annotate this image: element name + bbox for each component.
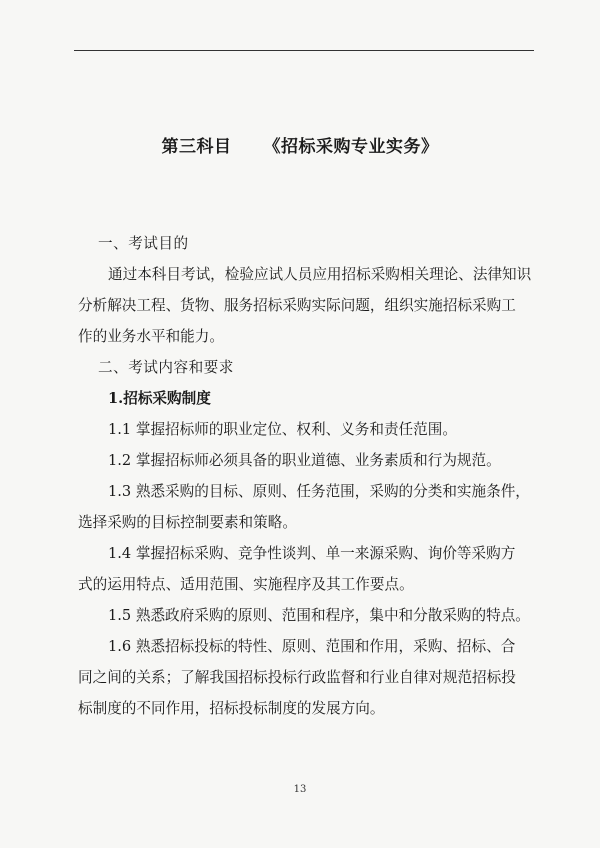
header-rule <box>74 50 534 51</box>
title-book: 《招标采购专业实务》 <box>263 137 439 157</box>
section-heading-content: 二、考试内容和要求 <box>98 359 234 376</box>
item-1-3-line-1: 1.3 熟悉采购的目标、原则、任务范围，采购的分类和实施条件， <box>108 483 530 500</box>
item-1-6-line-1: 1.6 熟悉招标投标的特性、原则、范围和作用，采购、招标、合 <box>108 638 516 655</box>
page-title <box>0 132 600 157</box>
item-1-6 <box>78 631 532 724</box>
item-1-1-line: 1.1 掌握招标师的职业定位、权利、义务和责任范围。 <box>108 421 457 438</box>
purpose-line-1: 通过本科目考试，检验应试人员应用招标采购相关理论、法律知识 <box>108 266 532 283</box>
title-subject: 第三科目 <box>161 137 232 157</box>
document-body <box>78 228 532 724</box>
item-1-4 <box>78 538 532 600</box>
item-1-2 <box>108 445 532 476</box>
item-1-4-line-2: 式的运用特点、适用范围、实施程序及其工作要点。 <box>78 576 414 593</box>
item-1-6-line-2: 同之间的关系；了解我国招标投标行政监督和行业自律对规范招标投 <box>78 669 516 686</box>
page-number: 13 <box>293 784 307 795</box>
purpose-line-3: 作的业务水平和能力。 <box>78 328 224 345</box>
item-1-5-line: 1.5 熟悉政府采购的原则、范围和程序，集中和分散采购的特点。 <box>108 607 530 624</box>
item-1-4-line-1: 1.4 掌握招标采购、竞争性谈判、单一来源采购、询价等采购方 <box>108 545 516 562</box>
item-1-2-line: 1.2 掌握招标师必须具备的职业道德、业务素质和行为规范。 <box>108 452 501 469</box>
item-1-6-line-3: 标制度的不同作用，招标投标制度的发展方向。 <box>78 700 385 717</box>
item-1-5 <box>108 600 532 631</box>
item-1-3 <box>78 476 532 538</box>
purpose-line-2: 分析解决工程、货物、服务招标采购实际问题，组织实施招标采购工 <box>78 297 516 314</box>
subsection-heading: 1.招标采购制度 <box>108 390 211 407</box>
section-heading-purpose: 一、考试目的 <box>98 235 189 252</box>
item-1-1 <box>108 414 532 445</box>
purpose-paragraph <box>78 259 532 352</box>
item-1-3-line-2: 选择采购的目标控制要素和策略。 <box>78 514 297 531</box>
